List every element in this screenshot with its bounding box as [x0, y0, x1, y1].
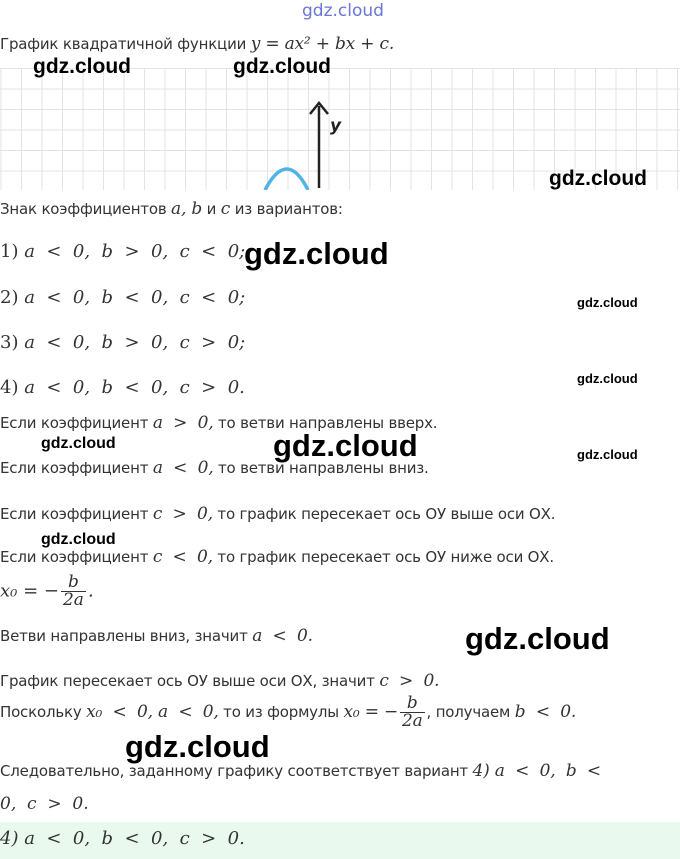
- solution-line-4: [0, 761, 601, 781]
- question-vars: a, b: [171, 199, 203, 219]
- option-3-expr: a < 0, b > 0, c > 0;: [24, 332, 246, 353]
- solution-line-3: [0, 695, 576, 730]
- solution-3-comma: ,: [426, 703, 432, 721]
- watermark: gdz.cloud: [41, 435, 116, 452]
- question-c: c: [220, 199, 231, 219]
- intro-text: График квадратичной функции: [0, 35, 247, 53]
- option-1-expr: a < 0, b > 0, c < 0;: [24, 241, 246, 262]
- option-3: [0, 332, 245, 353]
- solution-4-text: Следовательно, заданному графику соответствует вариант: [0, 762, 468, 780]
- intro-formula: y = ax² + bx + c.: [250, 34, 395, 54]
- theory-1-suffix: то ветви направлены вверх.: [218, 414, 438, 432]
- watermark: gdz.cloud: [244, 236, 389, 271]
- watermark: gdz.cloud: [125, 729, 270, 764]
- solution-1-text: Ветви направлены вниз, значит: [0, 627, 248, 645]
- solution-3-lhs: x₀ = −: [343, 702, 398, 722]
- solution-line-2: [0, 671, 439, 691]
- option-2: [0, 287, 245, 308]
- option-4-num: 4): [0, 377, 19, 398]
- solution-3-formula: [343, 693, 426, 731]
- question-text: Знак коэффициентов: [0, 200, 167, 218]
- task-intro: [0, 34, 394, 54]
- theory-line-4: [0, 547, 554, 567]
- theory-3-var: c > 0,: [152, 504, 213, 524]
- theory-3-prefix: Если коэффициент: [0, 505, 149, 523]
- vertex-lhs: x₀ = −: [0, 580, 59, 602]
- y-axis-label: y: [330, 116, 342, 136]
- theory-2-var: a < 0,: [152, 458, 214, 478]
- watermark: gdz.cloud: [465, 621, 610, 656]
- watermark: gdz.cloud: [577, 371, 638, 386]
- vertex-end: .: [87, 580, 94, 602]
- site-link[interactable]: gdz.cloud: [302, 1, 384, 21]
- vertex-fraction: [61, 574, 86, 609]
- solution-line-1: [0, 626, 313, 646]
- option-4-expr: a < 0, b < 0, c > 0.: [24, 377, 245, 398]
- theory-1-prefix: Если коэффициент: [0, 414, 149, 432]
- watermark: gdz.cloud: [577, 295, 638, 310]
- question-and: и: [206, 200, 217, 218]
- solution-3-numerator: b: [406, 693, 418, 713]
- question-suffix: из вариантов:: [234, 200, 343, 218]
- theory-4-prefix: Если коэффициент: [0, 548, 149, 566]
- solution-3-expr1: x₀ < 0, a < 0,: [86, 702, 219, 722]
- option-3-num: 3): [0, 332, 19, 353]
- watermark: gdz.cloud: [577, 447, 638, 462]
- solution-3-expr2: b < 0.: [514, 702, 577, 722]
- option-1-num: 1): [0, 241, 19, 262]
- vertex-denominator: 2a: [62, 590, 84, 610]
- option-2-num: 2): [0, 287, 19, 308]
- solution-2-expr: c > 0.: [379, 671, 440, 691]
- solution-3-suffix: получаем: [435, 703, 511, 721]
- solution-line-5: 0, c > 0.: [0, 794, 89, 814]
- solution-3-denominator: 2a: [401, 711, 423, 731]
- theory-1-var: a > 0,: [152, 413, 214, 433]
- watermark: gdz.cloud: [233, 55, 331, 78]
- task-question: [0, 199, 343, 219]
- watermark: gdz.cloud: [549, 167, 647, 190]
- solution-3-prefix: Поскольку: [0, 703, 82, 721]
- answer-box: [0, 822, 680, 859]
- solution-4-expr: 4) a < 0, b <: [472, 761, 601, 781]
- solution-1-expr: a < 0.: [252, 626, 313, 646]
- theory-3-suffix: то график пересекает ось ОУ выше оси ОХ.: [217, 505, 556, 523]
- watermark: gdz.cloud: [41, 531, 116, 548]
- parabola-curve: [265, 169, 308, 190]
- watermark: gdz.cloud: [33, 55, 131, 78]
- option-1: [0, 241, 245, 262]
- theory-2-prefix: Если коэффициент: [0, 459, 149, 477]
- theory-line-3: [0, 504, 555, 524]
- answer-text: 4) a < 0, b < 0, c > 0.: [0, 828, 245, 849]
- vertex-formula: [0, 574, 94, 609]
- watermark: gdz.cloud: [273, 428, 418, 463]
- vertex-numerator: b: [68, 572, 79, 592]
- theory-4-suffix: то график пересекает ось ОУ ниже оси ОХ.: [217, 548, 554, 566]
- solution-3-fraction: [400, 695, 425, 730]
- theory-4-var: c < 0,: [152, 547, 213, 567]
- solution-3-mid: то из формулы: [223, 703, 339, 721]
- solution-2-text: График пересекает ось ОУ выше оси ОХ, значит: [0, 672, 375, 690]
- option-4: [0, 377, 245, 398]
- theory-2-suffix: то ветви направлены вниз.: [218, 459, 429, 477]
- option-2-expr: a < 0, b < 0, c < 0;: [24, 287, 246, 308]
